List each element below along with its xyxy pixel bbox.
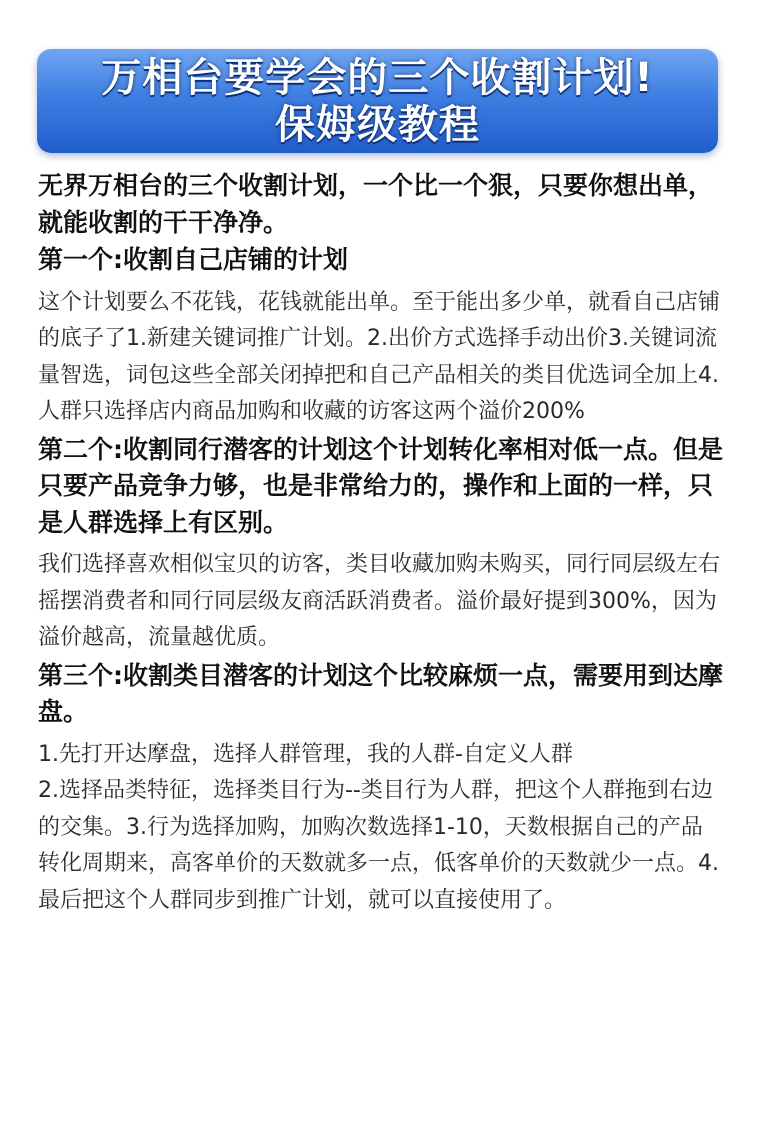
section-3-body: 2.选择品类特征，选择类目行为--类目行为人群，把这个人群拖到右边的交集。3.行为选择加购，加购次数选择1-10，天数根据自己的产品转化周期来，高客单价的天数就多一点，低客单价的天数就少一点。4.最后把这个人群同步到推广计划，就可以直接使用了。 — [38, 778, 719, 913]
banner-title-line2: 保姆级教程 — [275, 102, 480, 148]
section-3-step-1: 1.先打开达摩盘，选择人群管理，我的人群-自定义人群 — [38, 741, 573, 767]
section-1-heading: 第一个:收割自己店铺的计划 — [38, 245, 348, 274]
title-banner — [37, 49, 718, 153]
section-2-body: 我们选择喜欢相似宝贝的访客，类目收藏加购未购买，同行同层级左右摇摆消费者和同行同层级友商活跃消费者。溢价最好提到300%，因为溢价越高，流量越优质。 — [38, 552, 721, 650]
section-3-heading: 第三个:收割类目潜客的计划这个比较麻烦一点，需要用到达摩盘。 — [38, 660, 723, 726]
article-content — [38, 168, 724, 919]
banner-title-line1: 万相台要学会的三个收割计划! — [101, 55, 654, 101]
intro-text: 无界万相台的三个收割计划，一个比一个狠，只要你想出单，就能收割的干干净净。 — [38, 171, 714, 237]
section-1-body: 这个计划要么不花钱，花钱就能出单。至于能出多少单，就看自己店铺的底子了1.新建关键词推广计划。2.出价方式选择手动出价3.关键词流量智选，词包这些全部关闭掉把和自己产品相关的类目优选词全加上4.人群只选择店内商品加购和收藏的访客这两个溢价200% — [38, 289, 721, 424]
section-2-heading: 第二个:收割同行潜客的计划这个计划转化率相对低一点。但是只要产品竞争力够，也是非常给力的，操作和上面的一样，只是人群选择上有区别。 — [38, 434, 723, 537]
